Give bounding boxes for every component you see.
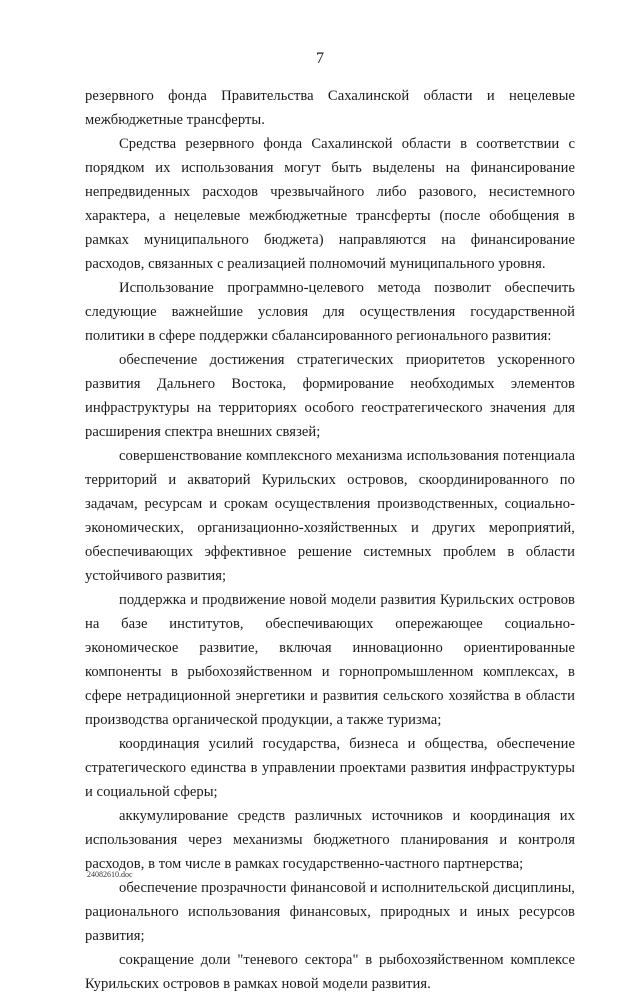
list-paragraph: аккумулирование средств различных источников и координация их использования через механизмы бюджетного планирования и контроля расходов, в том числе в рамках государственно-частного партнерства;	[85, 808, 575, 872]
list-paragraph: поддержка и продвижение новой модели развития Курильских островов на базе институтов, обеспечивающих опережающее социально-экономическое развитие, включая инновационно ориентированные компоненты в рыбохозяйственном и горнопромышленном комплексах, в сфере нетрадиционной энергетики и развития сельского хозяйства в области производства органической продукции, а также туризма;	[85, 592, 575, 728]
paragraph: Использование программно-целевого метода позволит обеспечить следующие важнейшие условия для осуществления государственной политики в сфере поддержки сбалансированного регионального развития:	[85, 280, 575, 344]
file-name-footer: 24082610.doc	[87, 870, 133, 879]
list-paragraph: сокращение доли "теневого сектора" в рыбохозяйственном комплексе Курильских островов в рамках новой модели развития.	[85, 952, 575, 992]
document-body	[85, 84, 575, 996]
list-paragraph: обеспечение прозрачности финансовой и исполнительской дисциплины, рационального использования финансовых, природных и иных ресурсов развития;	[85, 880, 575, 944]
list-paragraph: координация усилий государства, бизнеса и общества, обеспечение стратегического единства в управлении проектами развития инфраструктуры и социальной сферы;	[85, 736, 575, 800]
paragraph: Средства резервного фонда Сахалинской области в соответствии с порядком их использования могут быть выделены на финансирование непредвиденных расходов чрезвычайного либо разового, несистемного характера, а нецелевые межбюджетные трансферты (после обобщения в рамках муниципального бюджета) направляются на финансирование расходов, связанных с реализацией полномочий муниципального уровня.	[85, 136, 575, 272]
page-number: 7	[316, 50, 324, 67]
list-paragraph: обеспечение достижения стратегических приоритетов ускоренного развития Дальнего Востока, формирование необходимых элементов инфраструктуры на территориях особого геостратегического значения для расширения спектра внешних связей;	[85, 352, 575, 440]
paragraph: резервного фонда Правительства Сахалинской области и нецелевые межбюджетные трансферты.	[85, 88, 575, 128]
list-paragraph: совершенствование комплексного механизма использования потенциала территорий и акваторий Курильских островов, скоординированного по задачам, ресурсам и срокам осуществления производственных, социально-экономических, организационно-хозяйственных и других мероприятий, обеспечивающих эффективное решение системных проблем в области устойчивого развития;	[85, 448, 575, 584]
